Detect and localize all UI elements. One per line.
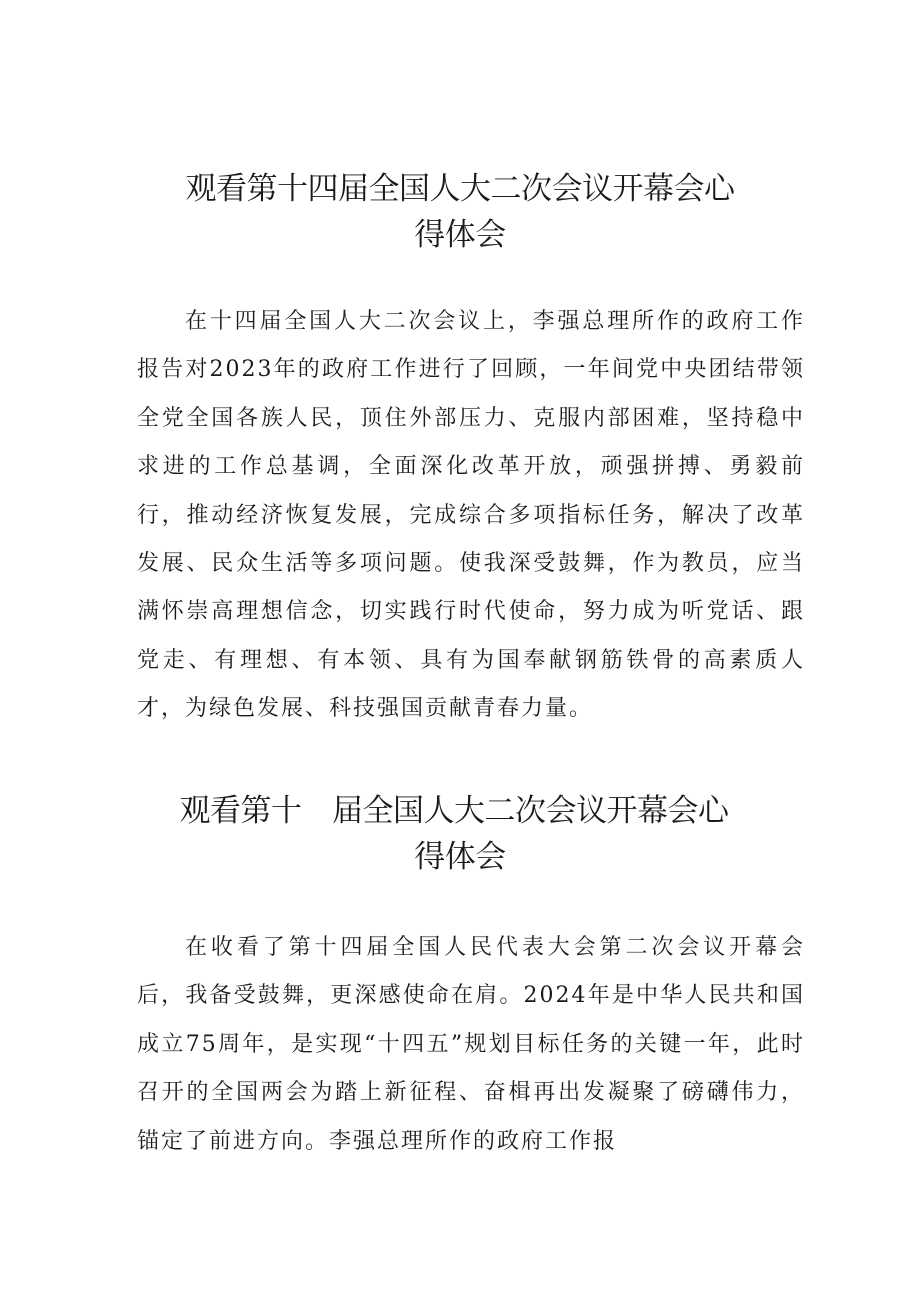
article-body-2: 在收看了第十四届全国人民代表大会第二次会议开幕会后，我备受鼓舞，更深感使命在肩。2024年是中华人民共和国成立75周年，是实现“十四五”规划目标任务的关键一年，此时召开的全国两会为踏上新征程、奋楫再出发凝聚了磅礴伟力，锚定了前进方向。李强总理所作的政府工作报 xyxy=(137,935,805,1154)
article-title-1 xyxy=(0,166,920,258)
article-title-2 xyxy=(0,788,920,880)
article-body-1: 在十四届全国人大二次会议上，李强总理所作的政府工作报告对2023年的政府工作进行了回顾，一年间党中央团结带领全党全国各族人民，顶住外部压力、克服内部困难，坚持稳中求进的工作总基调，全面深化改革开放，顽强拼搏、勇毅前行，推动经济恢复发展，完成综合多项指标任务，解决了改革发展、民众生活等多项问题。使我深受鼓舞，作为教员，应当满怀崇高理想信念，切实践行时代使命，努力成为听党话、跟党走、有理想、有本领、具有为国奉献钢筋铁骨的高素质人才，为绿色发展、科技强国贡献青春力量。 xyxy=(137,309,805,722)
article-title-2-line-2: 得体会 xyxy=(414,839,506,875)
article-title-2-line-1: 观看第十 届全国人大二次会议开幕会心 xyxy=(179,793,729,829)
article-title-1-line-1: 观看第十四届全国人大二次会议开幕会心 xyxy=(185,171,735,207)
article-title-1-line-2: 得体会 xyxy=(414,217,506,253)
